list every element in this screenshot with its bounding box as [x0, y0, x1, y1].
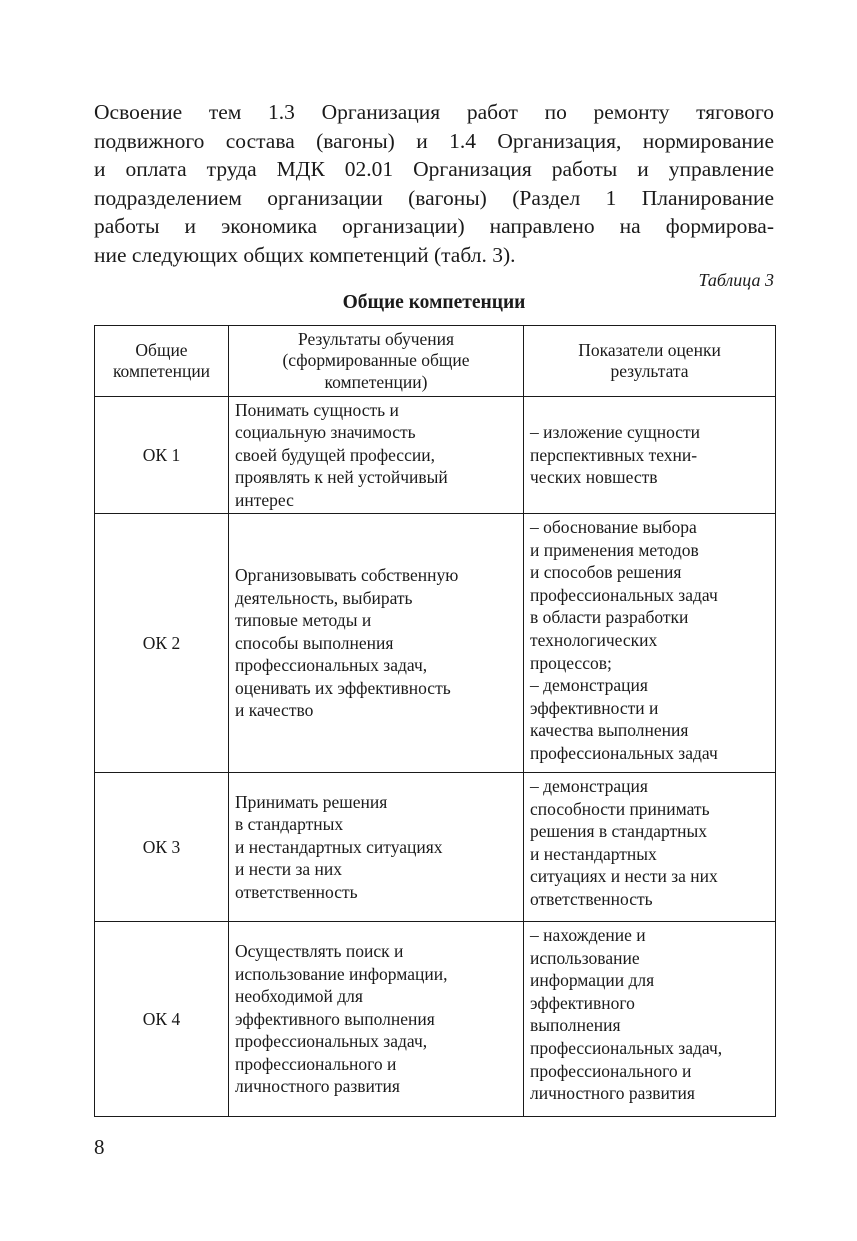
header-line: Показатели оценки [578, 339, 721, 360]
competency-code: ОК 3 [95, 773, 229, 922]
cell-line: и нести за них [235, 859, 342, 880]
learning-result [229, 397, 524, 514]
cell-line: технологических [530, 629, 658, 650]
assessment-indicator [524, 397, 776, 514]
cell-line: профессионального и [235, 1053, 397, 1074]
table-row [95, 514, 776, 773]
cell-line: способы выполнения [235, 632, 394, 653]
cell-line: необходимой для [235, 986, 363, 1007]
table-row [95, 922, 776, 1117]
cell-line: и применения методов [530, 539, 699, 560]
header-line: Результаты обучения [297, 328, 455, 349]
intro-line: Освоение тем 1.3 Организация работ по ремонту тягового [94, 100, 774, 124]
competency-code: ОК 2 [95, 514, 229, 773]
cell-line: личностного развития [235, 1076, 400, 1097]
cell-line: – обоснование выбора [530, 517, 697, 537]
intro-line: подразделением организации (вагоны) (Раздел 1 Планирование [94, 185, 774, 210]
cell-line: Осуществлять поиск и [235, 940, 404, 961]
cell-line: деятельность, выбирать [235, 587, 413, 608]
cell-line: процессов; [530, 652, 612, 673]
header-line: компетенции) [324, 371, 428, 392]
cell-line: оценивать их эффективность [235, 677, 451, 698]
table-row [95, 773, 776, 922]
cell-line: типовые методы и [235, 610, 372, 631]
competencies-table [94, 325, 776, 1117]
cell-line: Организовывать собственную [235, 564, 459, 585]
page-number: 8 [94, 1135, 105, 1159]
assessment-indicator [524, 514, 776, 773]
cell-line: проявлять к ней устойчивый [235, 467, 448, 488]
cell-line: эффективного [530, 992, 635, 1013]
header-competencies [95, 326, 229, 397]
cell-line: Принимать решения [235, 791, 388, 812]
cell-line: личностного развития [530, 1083, 695, 1104]
cell-line: профессиональных задач, [235, 655, 428, 676]
cell-line: ческих новшеств [530, 467, 658, 488]
table-row [95, 397, 776, 514]
cell-line: – демонстрация [530, 776, 648, 796]
intro-line: ние следующих общих компетенций (табл. 3). [94, 242, 516, 267]
intro-line: подвижного состава (вагоны) и 1.4 Организация, нормирование [94, 128, 774, 153]
cell-line: информации для [530, 970, 655, 991]
cell-line: выполнения [530, 1015, 621, 1036]
cell-line: в стандартных [235, 814, 344, 835]
cell-line: своей будущей профессии, [235, 444, 435, 465]
cell-line: использование [530, 947, 640, 968]
competency-code: ОК 4 [95, 922, 229, 1117]
cell-line: качества выполнения [530, 720, 689, 741]
assessment-indicator [524, 922, 776, 1117]
cell-line: эффективности и [530, 697, 659, 718]
intro-line: и оплата труда МДК 02.01 Организация работы и управление [94, 157, 774, 181]
cell-line: перспективных техни- [530, 444, 698, 465]
cell-line: и нестандартных [530, 843, 657, 864]
cell-line: и способов решения [530, 562, 682, 583]
cell-line: ответственность [235, 881, 358, 902]
cell-line: – изложение сущности [530, 422, 701, 443]
header-results [229, 326, 524, 397]
intro-paragraph [94, 98, 774, 269]
cell-line: социальную значимость [235, 422, 416, 443]
cell-line: профессиональных задач [530, 742, 718, 763]
competency-code: ОК 1 [95, 397, 229, 514]
learning-result [229, 922, 524, 1117]
cell-line: и качество [235, 700, 314, 721]
cell-line: Понимать сущность и [235, 399, 399, 420]
cell-line: использование информации, [235, 963, 448, 984]
learning-result [229, 773, 524, 922]
header-indicators [524, 326, 776, 397]
intro-line: работы и экономика организации) направлено на формирова- [94, 214, 774, 238]
cell-line: – демонстрация [530, 675, 648, 696]
assessment-indicator [524, 773, 776, 922]
header-line: компетенции [112, 361, 211, 381]
learning-result [229, 514, 524, 773]
cell-line: ситуациях и нести за них [530, 866, 718, 887]
header-line: Общие [135, 339, 188, 360]
header-line: (сформированные общие [282, 350, 470, 371]
table-label: Таблица 3 [698, 270, 774, 290]
cell-line: и нестандартных ситуациях [235, 836, 443, 857]
table-title: Общие компетенции [342, 292, 526, 313]
cell-line: профессиональных задач, [235, 1031, 428, 1052]
cell-line: – нахождение и [530, 925, 646, 945]
cell-line: эффективного выполнения [235, 1008, 435, 1029]
header-line: результата [610, 361, 689, 381]
cell-line: решения в стандартных [530, 821, 708, 842]
cell-line: профессиональных задач, [530, 1037, 723, 1058]
cell-line: в области разработки [530, 607, 689, 628]
cell-line: профессионального и [530, 1060, 692, 1081]
cell-line: профессиональных задач [530, 584, 718, 605]
table-header-row [95, 326, 776, 397]
cell-line: интерес [235, 489, 294, 510]
cell-line: ответственность [530, 888, 653, 909]
cell-line: способности принимать [530, 798, 710, 819]
